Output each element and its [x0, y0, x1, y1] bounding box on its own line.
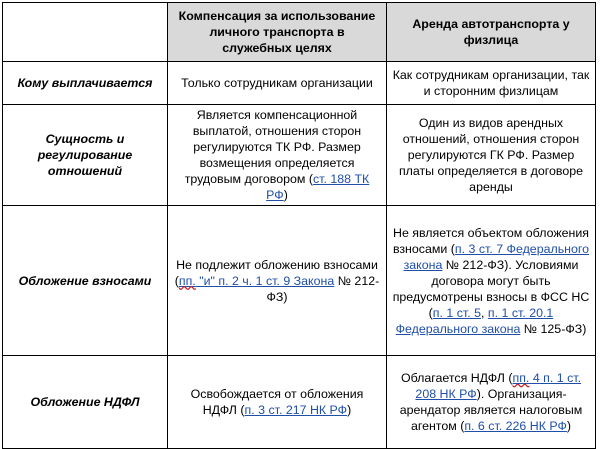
cell-text: ). Организация-арендатор является налоговым агентом (: [399, 387, 583, 433]
cell-text: Является компенсационной выплатой, отношения сторон регулируются ТК РФ. Размер возмещения определяется трудовым договором (: [184, 108, 362, 186]
link-text: "и" п. 2 ч. 1 ст. 9 Закона: [195, 273, 335, 288]
compensation-cell: [168, 206, 387, 356]
cell-text: № 125-ФЗ): [520, 321, 587, 336]
row-label: Сущность и регулирование отношений: [3, 105, 168, 206]
cell-text: ): [347, 403, 352, 417]
law-link[interactable]: п. 3 ст. 7 Федерального закона: [403, 241, 590, 272]
header-row: [3, 3, 596, 62]
law-link[interactable]: п. 1 ст. 20.1 Федерального закона: [395, 305, 554, 336]
header-cell-rent: Аренда автотранспорта у физлица: [387, 3, 596, 62]
rent-cell: Один из видов арендных отношений, отношения сторон регулируются ГК РФ. Размер платы определяется в договоре аренды: [387, 105, 596, 206]
cell-text: ): [566, 419, 572, 433]
rent-cell: [387, 356, 596, 449]
row-label: Обложение взносами: [3, 206, 168, 356]
link-text: 4 п. 1 ст. 208 НК РФ: [415, 371, 582, 401]
cell-text: № 212-ФЗ). Условиями договора могут быть предусмотрены взносы в ФСС НС (: [392, 257, 590, 320]
cell-text: ): [283, 188, 288, 202]
cell-text: Освобождается от обложения НДФЛ (: [190, 387, 364, 417]
law-link[interactable]: п. 3 ст. 217 НК РФ: [244, 403, 348, 417]
cell-text: № 212-ФЗ): [266, 273, 380, 304]
compensation-cell: [168, 356, 387, 449]
cell-text: Не является объектом обложения взносами (: [392, 225, 589, 256]
cell-text: Не подлежит обложению взносами (: [174, 257, 378, 288]
header-cell-empty: [3, 3, 168, 62]
comparison-table: [2, 2, 596, 449]
table-row: [3, 62, 596, 105]
compensation-cell: [168, 105, 387, 206]
row-label: Кому выплачивается: [3, 62, 168, 105]
law-link[interactable]: ст. 188 ТК РФ: [266, 172, 370, 202]
link-text: пп.: [512, 371, 530, 385]
law-link[interactable]: [179, 274, 334, 288]
law-link[interactable]: п. 1 ст. 5: [432, 305, 481, 320]
table-row: [3, 105, 596, 206]
rent-cell: Как сотрудникам организации, так и сторонним физлицам: [387, 62, 596, 105]
table-row: [3, 356, 596, 449]
cell-text: Облагается НДФЛ (: [400, 371, 513, 385]
link-text: пп.: [178, 273, 196, 288]
compensation-cell: Только сотрудникам организации: [168, 62, 387, 105]
table-row: [3, 206, 596, 356]
rent-cell: [387, 206, 596, 356]
row-label: Обложение НДФЛ: [3, 356, 168, 449]
cell-text: ,: [481, 305, 488, 320]
law-link[interactable]: п. 6 ст. 226 НК РФ: [464, 419, 567, 433]
header-cell-compensation: Компенсация за использование личного транспорта в служебных целях: [168, 3, 387, 62]
